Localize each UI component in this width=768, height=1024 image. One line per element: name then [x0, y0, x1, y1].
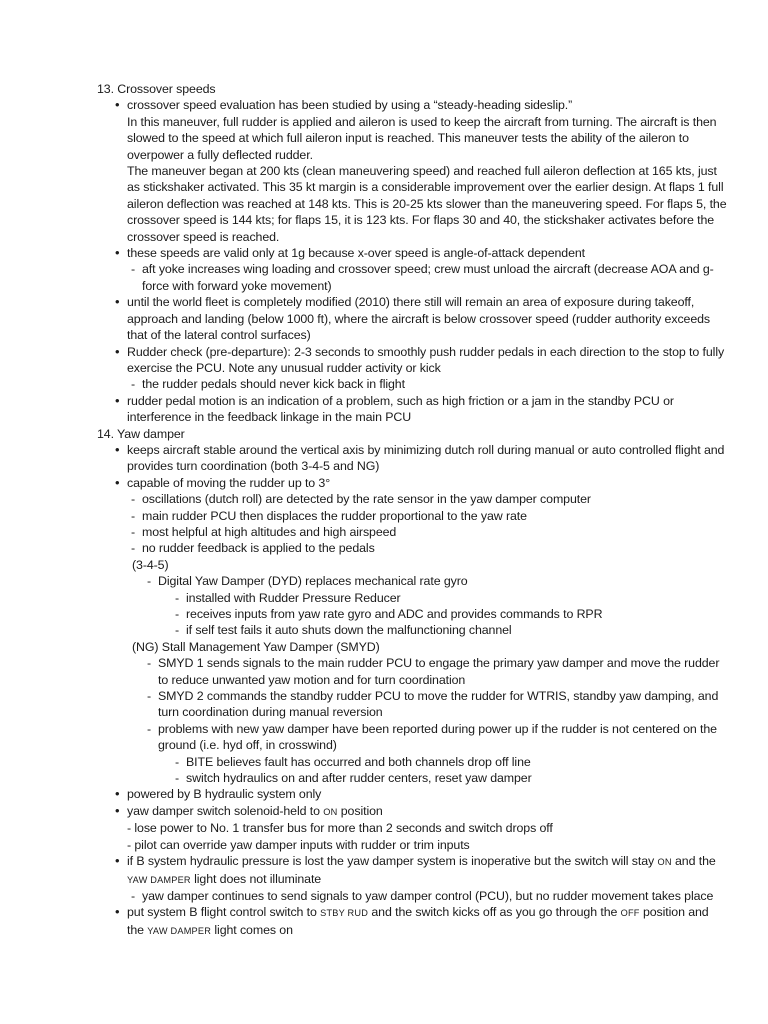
sub-list-item: - the rudder pedals should never kick back in flight [127, 376, 728, 392]
sub-list-item [145, 573, 728, 639]
sub-list-item: - main rudder PCU then displaces the rudder proportional to the yaw rate [127, 508, 728, 524]
list-item-text: light comes on [214, 922, 293, 937]
list-item: • rudder pedal motion is an indication of a problem, such as high friction or a jam in the standby PCU or interference in the feedback linkage in the main PCU [97, 393, 728, 426]
sub-list-item: - oscillations (dutch roll) are detected by the rate sensor in the yaw damper computer [127, 491, 728, 507]
stby-rud-label: STBY RUD [320, 908, 369, 919]
section-13-heading: 13. Crossover speeds [97, 82, 216, 96]
list-item-text: position and the [127, 905, 709, 937]
list-item [97, 904, 728, 939]
sub-list-item: - no rudder feedback is applied to the pedals [127, 540, 728, 556]
sub-list-item: - SMYD 1 sends signals to the main rudder PCU to engage the primary yaw damper and move the rudder to reduce unwanted yaw motion and for turn coordination [145, 655, 728, 688]
sub-list-item [145, 721, 728, 787]
sub-sub-list-item: - BITE believes fault has occurred and both channels drop off line [173, 754, 728, 770]
on-label: ON [323, 806, 338, 817]
list-item [97, 97, 728, 245]
sub-list-item: - SMYD 2 commands the standby rudder PCU to move the rudder for WTRIS, standby yaw damping, and turn coordination during manual reversion [145, 688, 728, 721]
crossover-intro: • crossover speed evaluation has been studied by using a “steady-heading sideslip.” [127, 98, 573, 113]
list-item-text: put system B flight control switch to [127, 905, 317, 920]
section-14-heading: 14. Yaw damper [97, 426, 185, 441]
list-item-text: Rudder check (pre-departure): 2-3 seconds to smoothly push rudder pedals in each direction to the stop to fully exercise the PCU. Note any unusual rudder activity or kick [127, 344, 725, 375]
section-13-list [97, 97, 728, 425]
list-item [97, 853, 728, 904]
list-item-text: capable of moving the rudder up to 3° [127, 475, 331, 490]
classic-label: (3-4-5) [132, 557, 169, 572]
list-item [97, 475, 728, 787]
yaw-damper-label: YAW DAMPER [147, 925, 212, 936]
sub-list-item: - most helpful at high altitudes and high airspeed [127, 524, 728, 540]
off-label: OFF [620, 908, 640, 919]
sub-list-item: - aft yoke increases wing loading and crossover speed; crew must unload the aircraft (decrease AOA and g-force with forward yoke movement) [127, 261, 728, 294]
list-item-text: these speeds are valid only at 1g because x-over speed is angle-of-attack dependent [127, 246, 586, 261]
list-item [97, 803, 728, 853]
list-item-text: light does not illuminate [194, 871, 322, 886]
crossover-results-text: The maneuver began at 200 kts (clean maneuvering speed) and reached full aileron deflection at 165 kts, just as stickshaker activated. This 35 kt margin is a considerable improvement over the earlier design. At flaps 1 full aileron deflection was reached at 148 kts. This is 20-25 kts slower than the maneuvering speed. For flaps 5, the crossover speed is 144 kts; for flaps 15, it is 123 kts. For flaps 30 and 40, the stickshaker activates before the crossover speed is reached. [127, 164, 727, 244]
ng-label: (NG) Stall Management Yaw Damper (SMYD) [132, 639, 380, 654]
list-item-text: and the [675, 854, 716, 869]
on-label: ON [657, 857, 672, 868]
list-item-text: yaw damper switch solenoid-held to [127, 803, 320, 818]
sub-sub-list-item: - if self test fails it auto shuts down the malfunctioning channel [173, 622, 728, 638]
crossover-maneuver-text: In this maneuver, full rudder is applied and aileron is used to keep the aircraft from turning. The aircraft is then slowed to the speed at which full aileron input is reached. This maneuver tests the ability of the aileron to overpower a fully deflected rudder. [127, 114, 717, 162]
sub-sub-list-item: - receives inputs from yaw rate gyro and ADC and provides commands to RPR [173, 606, 728, 622]
dyd-text: Digital Yaw Damper (DYD) replaces mechanical rate gyro [158, 574, 468, 589]
list-item: • until the world fleet is completely modified (2010) there still will remain an area of exposure during takeoff, approach and landing (below 1000 ft), where the aircraft is below crossover speed (rudder authority exceeds that of the lateral control surfaces) [97, 294, 728, 343]
sub-list-item: - pilot can override yaw damper inputs with rudder or trim inputs [127, 837, 470, 852]
list-item-text: and the switch kicks off as you go through the [371, 905, 618, 920]
list-item-text: position [340, 803, 383, 818]
list-item: • keeps aircraft stable around the vertical axis by minimizing dutch roll during manual or auto controlled flight and provides turn coordination (both 3-4-5 and NG) [97, 442, 728, 475]
sub-sub-list-item: - installed with Rudder Pressure Reducer [173, 590, 728, 606]
sub-list-item: - lose power to No. 1 transfer bus for more than 2 seconds and switch drops off [127, 821, 553, 836]
sub-list-item: - yaw damper continues to send signals to yaw damper control (PCU), but no rudder movement takes place [127, 888, 728, 904]
list-item [97, 344, 728, 393]
sub-sub-list-item: - switch hydraulics on and after rudder centers, reset yaw damper [173, 770, 728, 786]
section-14-list [97, 442, 728, 939]
list-item [97, 245, 728, 294]
list-item: • powered by B hydraulic system only [97, 786, 728, 802]
list-item-text: if B system hydraulic pressure is lost the yaw damper system is inoperative but the switch will stay [127, 854, 655, 869]
yaw-damper-label: YAW DAMPER [127, 874, 191, 885]
problems-text: problems with new yaw damper have been reported during power up if the rudder is not centered on the ground (i.e. hyd off, in crosswind) [158, 721, 717, 753]
